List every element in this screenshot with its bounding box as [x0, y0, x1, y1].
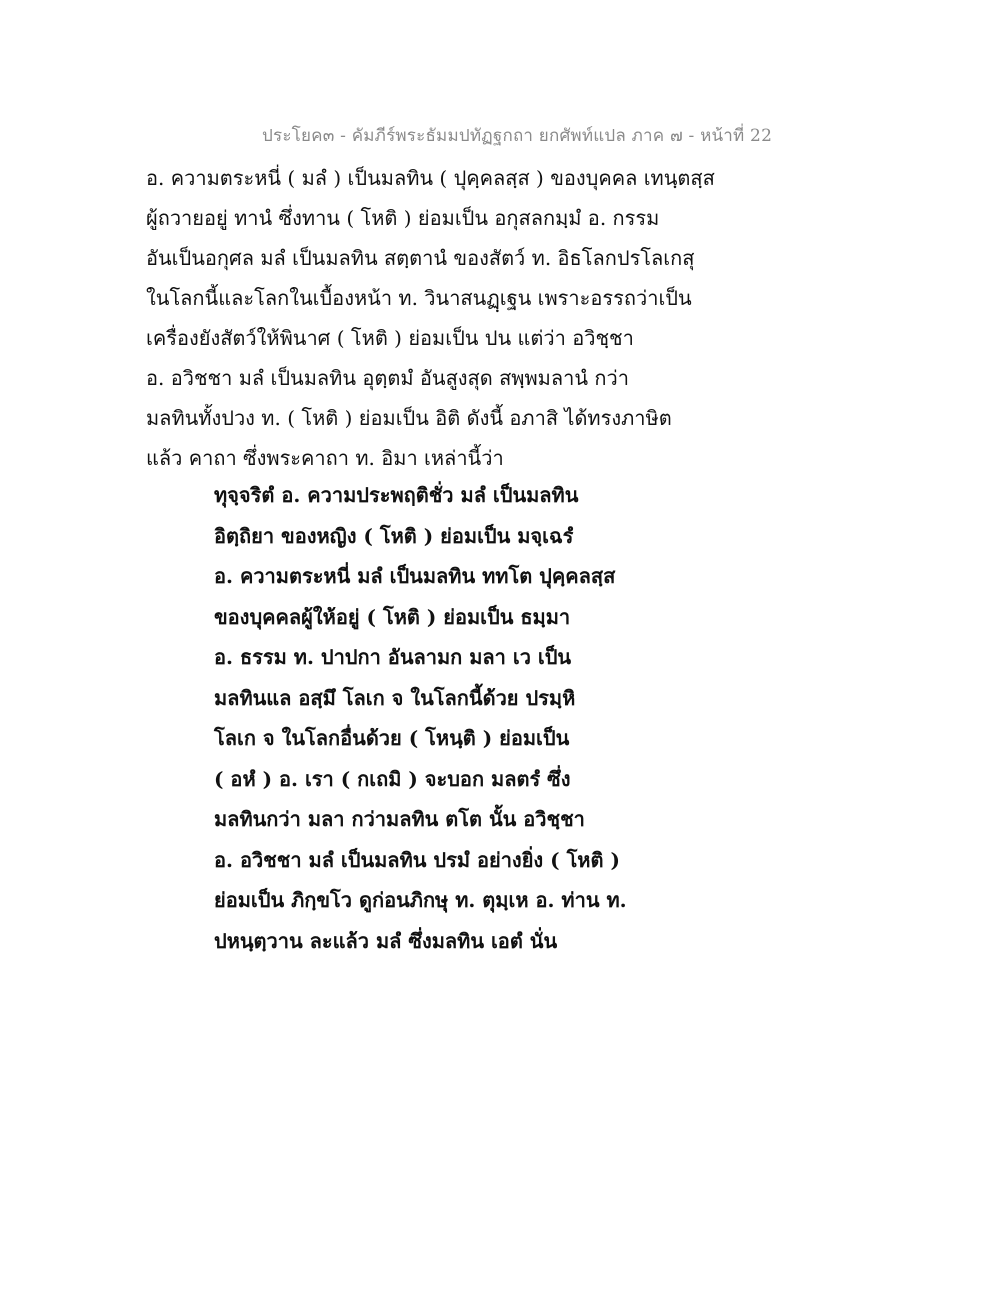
commentary-line-6: อ. อวิชชา มลํ เป็นมลทิน อุตฺตมํ อันสูงสุด สพฺพมลานํ กว่า: [146, 366, 629, 390]
commentary-line-8: แล้ว คาถา ซึ่งพระคาถา ท. อิมา เหล่านี้ว่า: [146, 446, 504, 470]
verse-line-7: โลเก จ ในโลกอื่นด้วย ( โหนฺติ ) ย่อมเป็น: [214, 726, 570, 750]
verse-line-12: ปหนฺตฺวาน ละแล้ว มลํ ซึ่งมลทิน เอตํ นั่น: [214, 928, 558, 953]
page-header: ประโยค๓ - คัมภีร์พระธัมมปทัฏฐกถา ยกศัพท์แปล ภาค ๗ - หน้าที่ 22: [262, 126, 773, 146]
verse-line-4: ของบุคคลผู้ให้อยู่ ( โหติ ) ย่อมเป็น ธมฺมา: [214, 604, 571, 629]
verse-line-11: ย่อมเป็น ภิกฺขโว ดูก่อนภิกษุ ท. ตุมฺเห อ. ท่าน ท.: [214, 888, 627, 912]
verse-line-6: มลทินแล อสฺมึ โลเก จ ในโลกนี้ด้วย ปรมฺหิ: [214, 685, 576, 710]
verse-block: [214, 475, 854, 961]
verse-line-3: อ. ความตระหนี่ มลํ เป็นมลทิน ททโต ปุคฺคลสฺส: [214, 564, 616, 588]
verse-line-5: อ. ธรรม ท. ปาปกา อันลามก มลา เว เป็น: [214, 645, 572, 669]
commentary-line-3: อันเป็นอกุศล มลํ เป็นมลทิน สตฺตานํ ของสัตว์ ท. อิธโลกปรโลเกสุ: [146, 246, 695, 270]
commentary-line-4: ในโลกนี้และโลกในเบื้องหน้า ท. วินาสนฏฺเฐน เพราะอรรถว่าเป็น: [146, 286, 692, 310]
verse-line-1: ทุจฺจริตํ อ. ความประพฤติชั่ว มลํ เป็นมลทิน: [214, 483, 579, 507]
verse-line-10: อ. อวิชชา มลํ เป็นมลทิน ปรมํ อย่างยิ่ง ( โหติ ): [214, 847, 620, 872]
commentary-paragraph: [146, 158, 866, 478]
commentary-line-2: ผู้ถวายอยู่ ทานํ ซึ่งทาน ( โหติ ) ย่อมเป็น อกุสลกมฺมํ อ. กรรม: [146, 206, 660, 230]
commentary-line-7: มลทินทั้งปวง ท. ( โหติ ) ย่อมเป็น อิติ ดังนี้ อภาสิ ได้ทรงภาษิต: [146, 406, 672, 430]
verse-line-2: อิตฺถิยา ของหญิง ( โหติ ) ย่อมเป็น มจฺเฉรํ: [214, 523, 574, 548]
commentary-line-5: เครื่องยังสัตว์ให้พินาศ ( โหติ ) ย่อมเป็น ปน แต่ว่า อวิชฺชา: [146, 326, 634, 350]
verse-line-8: ( อหํ ) อ. เรา ( กเถมิ ) จะบอก มลตรํ ซึ่ง: [214, 766, 571, 791]
verse-line-9: มลทินกว่า มลา กว่ามลทิน ตโต นั้น อวิชฺชา: [214, 807, 585, 831]
commentary-line-1: อ. ความตระหนี่ ( มลํ ) เป็นมลทิน ( ปุคฺคลสฺส ) ของบุคคล เทนฺตสฺส: [146, 166, 715, 190]
